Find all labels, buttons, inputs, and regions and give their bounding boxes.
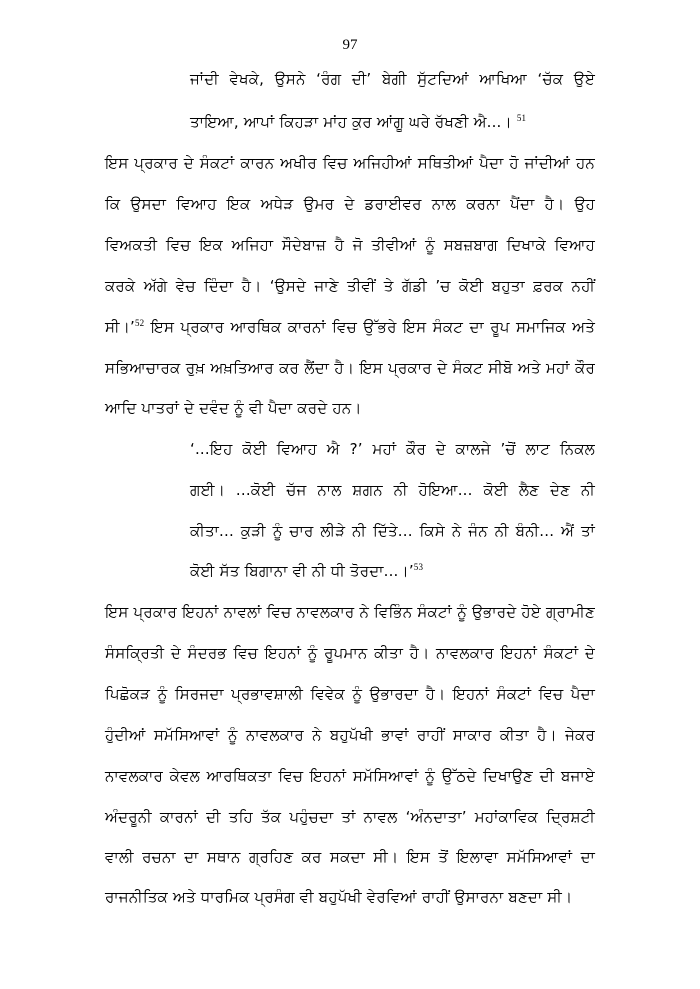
paragraph-line: ਵਿਅਕਤੀ ਵਿਚ ਇਕ ਅਜਿਹਾ ਸੌਦੇਬਾਜ਼ ਹੈ ਜੋ ਤੀਵੀਆਂ ਨੂੰ ਸਬਜ਼ਬਾਗ ਦਿਖਾਕੇ ਵਿਆਹ xyxy=(105,236,595,254)
paragraph-line: ਹੁੰਦੀਆਂ ਸਮੱਸਿਆਵਾਂ ਨੂੰ ਨਾਵਲਕਾਰ ਨੇ ਬਹੁਪੱਖੀ ਭਾਵਾਂ ਰਾਹੀਂ ਸਾਕਾਰ ਕੀਤਾ ਹੈ। ਜੇਕਰ xyxy=(105,726,595,744)
quote-line: ਗਈ। ...ਕੋਈ ਚੱਜ ਨਾਲ ਸ਼ਗਨ ਨੀ ਹੋਇਆ... ਕੋਈ ਲੈਣ ਦੇਣ ਨੀ xyxy=(190,481,595,499)
page-number: 97 xyxy=(342,37,358,53)
paragraph-line: ਰਾਜਨੀਤਿਕ ਅਤੇ ਧਾਰਮਿਕ ਪ੍ਰਸੰਗ ਵੀ ਬਹੁਪੱਖੀ ਵੇਰਵਿਆਂ ਰਾਹੀਂ ਉਸਾਰਨਾ ਬਣਦਾ ਸੀ। xyxy=(105,888,573,906)
paragraph-line: ਆਦਿ ਪਾਤਰਾਂ ਦੇ ਦਵੰਦ ਨੂੰ ਵੀ ਪੈਦਾ ਕਰਦੇ ਹਨ। xyxy=(105,399,362,417)
paragraph-line: ਇਸ ਪ੍ਰਕਾਰ ਇਹਨਾਂ ਨਾਵਲਾਂ ਵਿਚ ਨਾਵਲਕਾਰ ਨੇ ਵਿਭਿੰਨ ਸੰਕਟਾਂ ਨੂੰ ਉਭਾਰਦੇ ਹੋਏ ਗ੍ਰਾਮੀਣ xyxy=(105,603,595,621)
paragraph-line xyxy=(105,317,595,337)
quote-line: ਕੀਤਾ... ਕੁੜੀ ਨੂੰ ਚਾਰ ਲੀੜੇ ਨੀ ਦਿੱਤੇ... ਕਿਸੇ ਨੇ ਜੰਨ ਨੀ ਬੰਨੀ... ਐਂ ਤਾਂ xyxy=(190,522,595,540)
paragraph-line: ਨਾਵਲਕਾਰ ਕੇਵਲ ਆਰਥਿਕਤਾ ਵਿਚ ਇਹਨਾਂ ਸਮੱਸਿਆਵਾਂ ਨੂੰ ਉੱਠਦੇ ਦਿਖਾਉਣ ਦੀ ਬਜਾਏ xyxy=(105,767,595,785)
quote-line: ‘...ਇਹ ਕੋਈ ਵਿਆਹ ਐ ?’ ਮਹਾਂ ਕੌਰ ਦੇ ਕਾਲਜੇ ’ਚੋਂ ਲਾਟ ਨਿਕਲ xyxy=(190,440,595,458)
paragraph-line: ਸੰਸਕ੍ਰਿਤੀ ਦੇ ਸੰਦਰਭ ਵਿਚ ਇਹਨਾਂ ਨੂੰ ਰੂਪਮਾਨ ਕੀਤਾ ਹੈ। ਨਾਵਲਕਾਰ ਇਹਨਾਂ ਸੰਕਟਾਂ ਦੇ xyxy=(105,644,595,662)
quote-line xyxy=(190,112,595,132)
quote-text: ਕੋਈ ਸੱਤ ਬਿਗਾਨਾ ਵੀ ਨੀ ਧੀ ਤੋਰਦਾ...।’ xyxy=(190,562,414,580)
paragraph-line: ਅੰਦਰੂਨੀ ਕਾਰਨਾਂ ਦੀ ਤਹਿ ਤੱਕ ਪਹੁੰਚਦਾ ਤਾਂ ਨਾਵਲ ‘ਅੰਨਦਾਤਾ’ ਮਹਾਂਕਾਵਿਕ ਦ੍ਰਿਸ਼ਟੀ xyxy=(105,808,595,826)
paragraph-text: ਸੀ।’ xyxy=(105,318,135,336)
footnote-ref: 52 xyxy=(134,318,145,328)
paragraph-text: ਇਸ ਪ੍ਰਕਾਰ ਆਰਥਿਕ ਕਾਰਨਾਂ ਵਿਚ ਉੱਭਰੇ ਇਸ ਸੰਕਟ ਦਾ ਰੂਪ ਸਮਾਜਿਕ ਅਤੇ xyxy=(144,318,595,336)
paragraph-line: ਇਸ ਪ੍ਰਕਾਰ ਦੇ ਸੰਕਟਾਂ ਕਾਰਨ ਅਖੀਰ ਵਿਚ ਅਜਿਹੀਆਂ ਸਥਿਤੀਆਂ ਪੈਦਾ ਹੋ ਜਾਂਦੀਆਂ ਹਨ xyxy=(105,154,595,172)
quote-line: ਜਾਂਦੀ ਵੇਖਕੇ, ਉਸਨੇ ‘ਰੰਗ ਦੀ’ ਬੇਗੀ ਸੁੱਟਦਿਆਂ ਆਖਿਆ ‘ਚੱਕ ਉਏ xyxy=(190,70,595,88)
footnote-ref: 53 xyxy=(413,562,424,572)
paragraph-line: ਕਰਕੇ ਅੱਗੇ ਵੇਚ ਦਿੰਦਾ ਹੈ। ‘ਉਸਦੇ ਜਾਣੇ ਤੀਵੀਂ ਤੇ ਗੱਡੀ ’ਚ ਕੋਈ ਬਹੁਤਾ ਫ਼ਰਕ ਨਹੀਂ xyxy=(105,277,595,295)
paragraph-line: ਕਿ ਉਸਦਾ ਵਿਆਹ ਇਕ ਅਧੇੜ ਉਮਰ ਦੇ ਡਰਾਈਵਰ ਨਾਲ ਕਰਨਾ ਪੈਂਦਾ ਹੈ। ਉਹ xyxy=(105,195,595,213)
footnote-ref: 51 xyxy=(516,113,527,123)
quote-text: ਤਾਇਆ, ਆਪਾਂ ਕਿਹੜਾ ਮਾਂਹ ਕੁਰ ਆਂਗੂ ਘਰੇ ਰੱਖਣੀ ਐ...। xyxy=(190,113,512,131)
paragraph-line: ਸਭਿਆਚਾਰਕ ਰੁਖ਼ ਅਖ਼ਤਿਆਰ ਕਰ ਲੈਂਦਾ ਹੈ। ਇਸ ਪ੍ਰਕਾਰ ਦੇ ਸੰਕਟ ਸੀਬੋ ਅਤੇ ਮਹਾਂ ਕੌਰ xyxy=(105,359,595,377)
quote-line xyxy=(190,561,595,581)
paragraph-line: ਵਾਲੀ ਰਚਨਾ ਦਾ ਸਥਾਨ ਗ੍ਰਹਿਣ ਕਰ ਸਕਦਾ ਸੀ। ਇਸ ਤੋਂ ਇਲਾਵਾ ਸਮੱਸਿਆਵਾਂ ਦਾ xyxy=(105,848,595,866)
paragraph-line: ਪਿਛੋਕੜ ਨੂੰ ਸਿਰਜਦਾ ਪ੍ਰਭਾਵਸ਼ਾਲੀ ਵਿਵੇਕ ਨੂੰ ਉਭਾਰਦਾ ਹੈ। ਇਹਨਾਂ ਸੰਕਟਾਂ ਵਿਚ ਪੈਦਾ xyxy=(105,685,595,703)
